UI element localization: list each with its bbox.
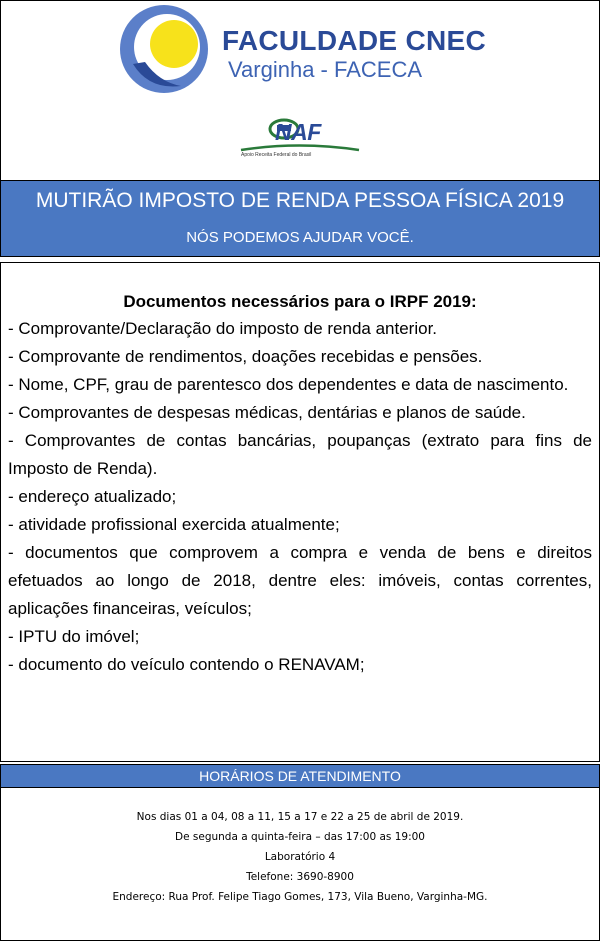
document-item: - Comprovantes de contas bancárias, poupanças (extrato para fins de Imposto de Renda). xyxy=(8,431,592,478)
document-item: - IPTU do imóvel; xyxy=(8,627,140,646)
documents-box xyxy=(0,262,600,762)
document-item: - documento do veículo contendo o RENAVAM; xyxy=(8,655,365,674)
schedule-title: HORÁRIOS DE ATENDIMENTO xyxy=(0,764,600,788)
banner-title: MUTIRÃO IMPOSTO DE RENDA PESSOA FÍSICA 2019 xyxy=(35,189,565,212)
institution-subtitle: Varginha - FACECA xyxy=(228,57,423,82)
documents-title: Documentos necessários para o IRPF 2019: xyxy=(123,292,477,311)
documents-list xyxy=(8,315,592,679)
banner-subtitle: NÓS PODEMOS AJUDAR VOCÊ. xyxy=(186,229,414,246)
header xyxy=(0,0,600,181)
schedule-box xyxy=(0,788,600,941)
schedule-location: Laboratório 4 xyxy=(264,851,336,863)
naf-logo-subtext: Apoio Receita Federal do Brasil xyxy=(241,152,312,158)
document-item: - Comprovante/Declaração do imposto de renda anterior. xyxy=(8,319,438,338)
schedule-phone: Telefone: 3690-8900 xyxy=(246,871,354,883)
document-item: - Comprovante de rendimentos, doações recebidas e pensões. xyxy=(8,347,483,366)
schedule-dates: Nos dias 01 a 04, 08 a 11, 15 a 17 e 22 a 25 de abril de 2019. xyxy=(136,811,464,823)
campaign-banner xyxy=(0,181,600,257)
schedule-hours: De segunda a quinta-feira – das 17:00 as 19:00 xyxy=(175,831,425,843)
schedule-address: Endereço: Rua Prof. Felipe Tiago Gomes, 173, Vila Bueno, Varginha-MG. xyxy=(112,891,488,903)
document-item: - Nome, CPF, grau de parentesco dos dependentes e data de nascimento. xyxy=(8,375,569,394)
institution-name: FACULDADE CNEC xyxy=(222,25,486,56)
document-item: - endereço atualizado; xyxy=(8,487,177,506)
document-item: - atividade profissional exercida atualmente; xyxy=(8,515,340,534)
document-item: - documentos que comprovem a compra e venda de bens e direitos efetuados ao longo de 2018, dentre eles: imóveis, contas correntes, aplicações financeiras, veículos; xyxy=(8,543,592,618)
cnec-logo-icon xyxy=(119,4,209,94)
document-item: - Comprovantes de despesas médicas, dentárias e planos de saúde. xyxy=(8,403,526,422)
naf-logo-text: NAF xyxy=(275,119,321,145)
